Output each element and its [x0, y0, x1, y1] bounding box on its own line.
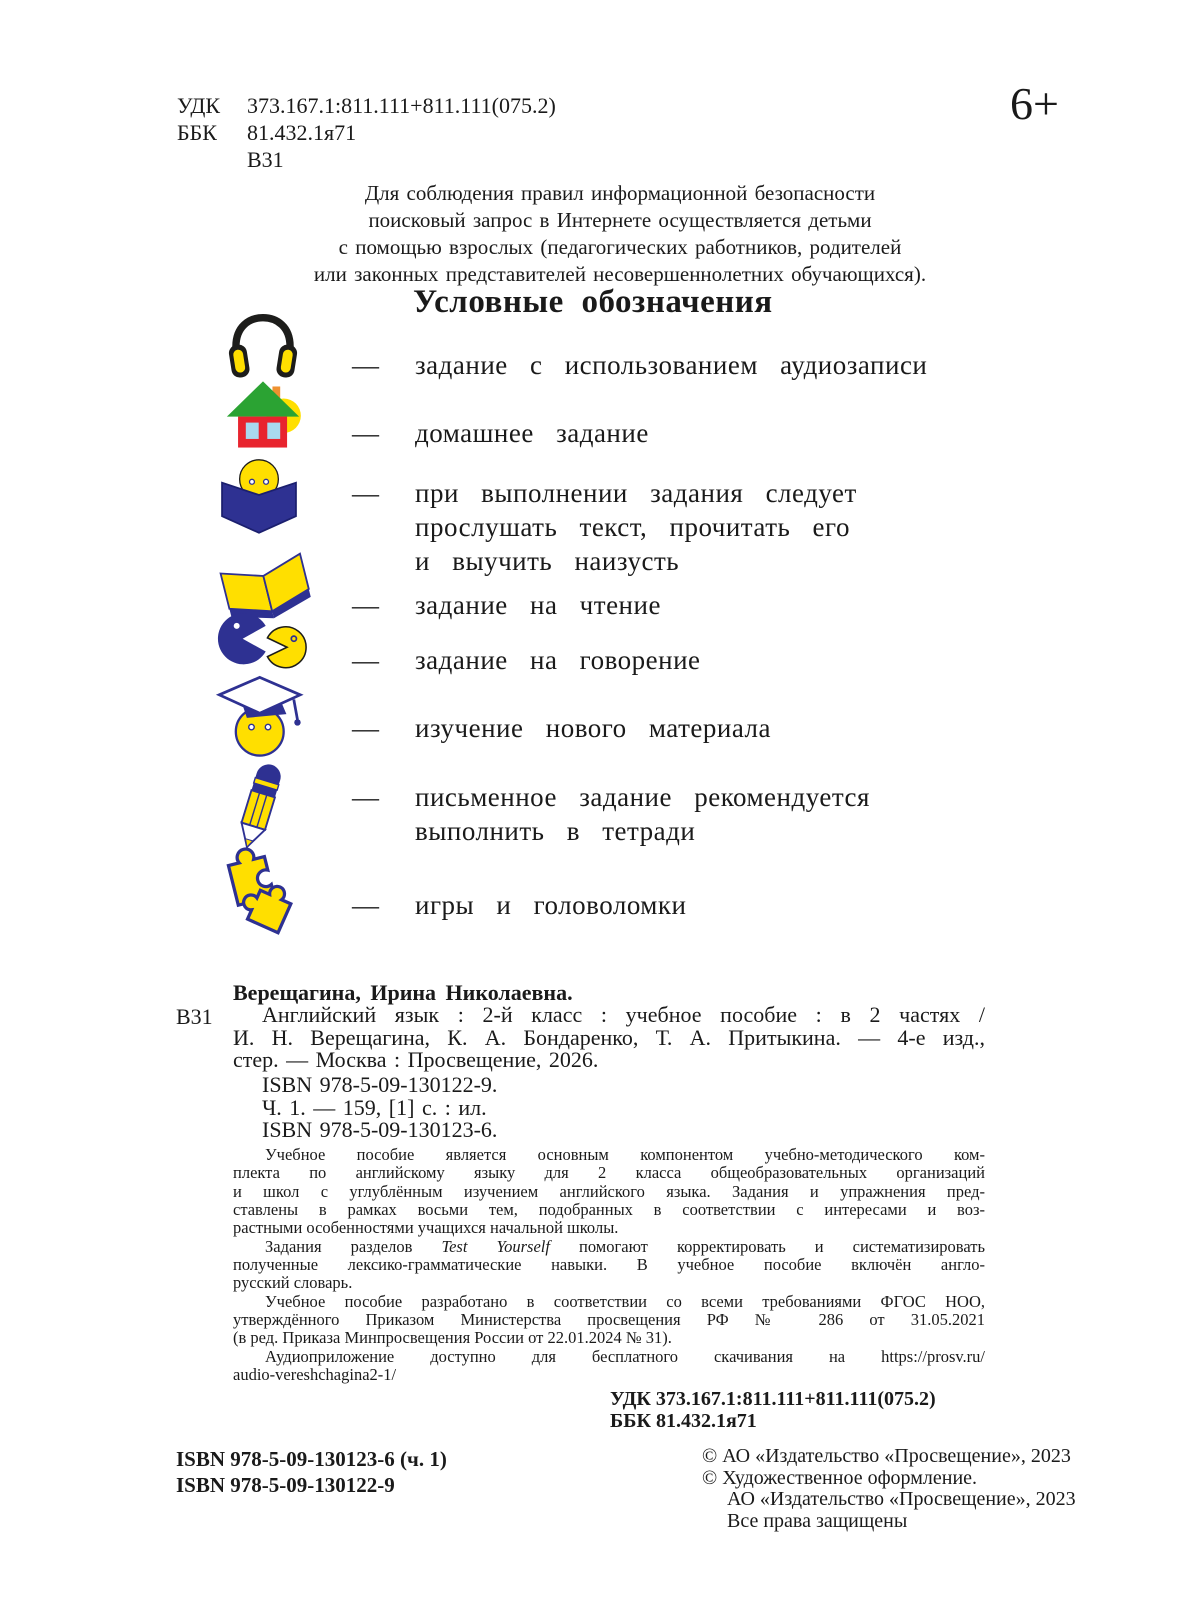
part-line: Ч. 1. — 159, [1] с. : ил.: [262, 1094, 487, 1120]
annotation-line: Учебное пособие является основным компонентом учебно-методического ком-: [265, 1145, 985, 1164]
annotation-line: растными особенностями учащихся начальной школы.: [233, 1218, 619, 1238]
legend-dash: —: [352, 590, 379, 620]
footer-isbn-block: [176, 1446, 447, 1498]
reading-person-icon: [215, 449, 303, 541]
footer-bbk-line: ББК 81.432.1я71: [610, 1410, 757, 1432]
bbk-value: 81.432.1я71: [247, 120, 357, 145]
annotation-line: и школ с углублённым изучением английского языка. Задания и упражнения пред-: [233, 1181, 985, 1201]
talking-faces-icon: [214, 608, 314, 672]
legend-item-writing: письменное задание рекомендуется выполнить в тетради: [415, 782, 870, 846]
bibliography-code: В31: [176, 1004, 213, 1029]
safety-line: с помощью взрослых (педагогических работников, родителей: [338, 235, 902, 259]
safety-line: Для соблюдения правил информационной безопасности: [364, 181, 876, 205]
copyright-block: [702, 1446, 1076, 1532]
annotation-line: Аудиоприложение доступно для бесплатного скачивания на https://prosv.ru/: [265, 1346, 985, 1366]
house-icon: [220, 379, 306, 449]
legend-item-reading: задание на чтение: [415, 590, 661, 620]
copyright-line: Все права защищены: [727, 1509, 908, 1532]
isbn-line: ISBN 978-5-09-130123-6.: [262, 1117, 498, 1143]
copyright-line: © АО «Издательство «Просвещение», 2023: [702, 1445, 1071, 1467]
headphones-icon: [222, 306, 304, 390]
annotation-line: audio-vereshchagina2-1/: [233, 1365, 397, 1385]
legend-item-speaking: задание на говорение: [415, 645, 701, 675]
udk-value: 373.167.1:811.111+811.111(075.2): [247, 93, 556, 118]
annotation-line: Задания разделов Test Yourself помогают корректировать и систематизировать: [265, 1236, 985, 1256]
copyright-line: АО «Издательство «Просвещение», 2023: [727, 1488, 1076, 1510]
legend-title: Условные обозначения: [413, 284, 773, 320]
annotation-line: ставлены в рамках восьми тем, подобранных в соответствии с интересами и воз-: [233, 1200, 985, 1220]
annotation-line: Учебное пособие разработано в соответствии со всеми требованиями ФГОС НОО,: [265, 1291, 985, 1311]
isbn-block: [262, 1074, 497, 1142]
bbk-label: ББК: [177, 120, 217, 145]
legend-dash: —: [352, 782, 379, 812]
safety-line: или законных представителей несовершеннолетних обучающихся).: [313, 262, 927, 286]
age-rating-badge: 6+: [1010, 78, 1059, 129]
legend-dash: —: [352, 350, 379, 380]
legend-dash: —: [352, 478, 379, 508]
footer-udk-line: УДК 373.167.1:811.111+811.111(075.2): [610, 1388, 936, 1410]
legend-dash: —: [352, 713, 379, 743]
legend-item-games: игры и головоломки: [415, 890, 687, 920]
legend-item-audio: задание с использованием аудиозаписи: [415, 350, 928, 380]
footer-isbn-line: ISBN 978-5-09-130123-6 (ч. 1): [176, 1447, 447, 1471]
footer-isbn-line: ISBN 978-5-09-130122-9: [176, 1473, 395, 1497]
legend-dash: —: [352, 645, 379, 675]
italic-term: Test Yourself: [441, 1236, 550, 1256]
udk-label: УДК: [177, 93, 221, 118]
bib-entry-line: Английский язык : 2-й класс : учебное пособие : в 2 частях /: [262, 1002, 985, 1027]
bib-entry-line: стер. — Москва : Просвещение, 2026.: [233, 1047, 599, 1073]
bibliography-entry: [233, 1004, 985, 1072]
legend-dash: —: [352, 890, 379, 920]
annotation-line: утверждённого Приказом Министерства просвещения РФ № 286 от 31.05.2021: [233, 1310, 985, 1330]
legend-item-homework: домашнее задание: [415, 418, 649, 448]
annotation-line: полученные лексико-грамматические навыки. В учебное пособие включён англо-: [233, 1255, 985, 1275]
legend-dash: —: [352, 418, 379, 448]
annotation: [233, 1146, 985, 1384]
puzzle-icon: [213, 838, 299, 940]
code-line: [177, 146, 556, 173]
safety-notice: [150, 180, 1090, 288]
bbk-line: [177, 119, 556, 146]
author-heading: Верещагина, Ирина Николаевна.: [233, 980, 573, 1005]
annotation-line: (в ред. Приказа Минпросвещения России от 22.01.2024 № 31).: [233, 1328, 672, 1348]
isbn-line: ISBN 978-5-09-130122-9.: [262, 1072, 498, 1097]
copyright-line: © Художественное оформление.: [702, 1466, 978, 1489]
book-code: В31: [247, 147, 284, 172]
udk-line: [177, 92, 556, 119]
udk-bbk-block: [177, 92, 556, 173]
annotation-line: русский словарь.: [233, 1273, 353, 1293]
legend-item-listen-learn: при выполнении задания следует прослушать текст, прочитать его и выучить наизусть: [415, 478, 857, 576]
safety-line: поисковый запрос в Интернете осуществляется детьми: [368, 208, 872, 232]
annotation-line: плекта по английскому языку для 2 класса общеобразовательных организаций: [233, 1163, 985, 1183]
legend-item-new-material: изучение нового материала: [415, 713, 772, 743]
footer-udk-bbk: [610, 1388, 936, 1432]
bib-entry-line: И. Н. Верещагина, К. А. Бондаренко, Т. А. Притыкина. — 4-е изд.,: [233, 1024, 985, 1050]
